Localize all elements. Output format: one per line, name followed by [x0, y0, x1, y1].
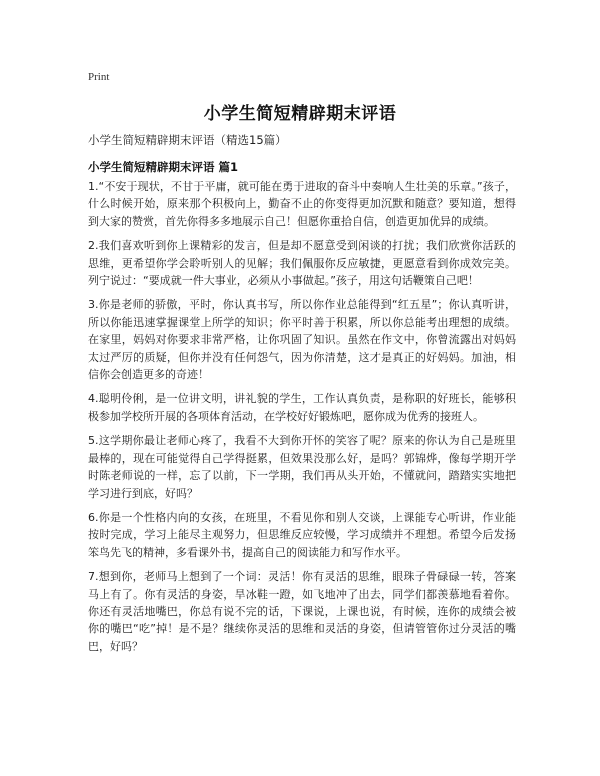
paragraph-7: 7.想到你，老师马上想到了一个词：灵活！你有灵活的思维，眼珠子骨碌碌一转，答案马上有了。你有灵活的身姿，旱冰鞋一蹬，如飞地冲了出去，同学们都羡慕地看着你。你还有灵活地嘴巴，你总有说不完的话，下课说，上课也说，有时候，连你的成绩会被你的嘴巴“吃”掉！是不是？继续你灵活的思维和灵活的身姿，但请管管你过分灵活的嘴巴，好吗？: [88, 570, 516, 653]
document-title: 小学生简短精辟期末评语: [203, 104, 397, 124]
print-label[interactable]: Print: [88, 71, 110, 83]
paragraph-1: 1.“不安于现状，不甘于平庸，就可能在勇于进取的奋斗中奏响人生壮美的乐章。”孩子，什么时候开始，原来那个积极向上，勤奋不止的你变得更加沉默和随意？要知道，想得到大家的赞赏，首先你得多多地展示自己！但愿你重拾自信，创造更加优异的成绩。: [88, 180, 516, 228]
document-subtitle: 小学生简短精辟期末评语（精选15篇）: [88, 133, 287, 147]
paragraph-2: 2.我们喜欢听到你上课精彩的发言，但是却不愿意受到闲谈的打扰；我们欣赏你活跃的思维，更希望你学会聆听别人的见解；我们佩服你反应敏捷，更愿意看到你成效完美。列宁说过：“要成就一件大事业，必须从小事做起。”孩子，用这句话鞭策自己吧！: [88, 239, 516, 288]
paragraph-4: 4.聪明伶俐，是一位讲文明，讲礼貌的学生，工作认真负责，是称职的好班长，能够积极参加学校所开展的各项体育活动，在学校好好锻炼吧，愿你成为优秀的接班人。: [88, 392, 516, 423]
paragraph-3: 3.你是老师的骄傲，平时，你认真书写，所以你作业总能得到“红五星”；你认真听讲，所以你能迅速掌握课堂上所学的知识；你平时善于积累，所以你总能考出理想的成绩。在家里，妈妈对你要求非常严格，让你巩固了知识。虽然在作文中，你曾流露出对妈妈太过严厉的质疑，但你并没有任何怨气，因为你清楚，这才是真正的好妈妈。加油，相信你会创造更多的奇迹！: [88, 298, 516, 382]
body-text: [88, 178, 516, 662]
paragraph-5: 5.这学期你最让老师心疼了，我看不大到你开怀的笑容了呢？原来的你认为自己是班里最棒的，现在可能觉得自己学得挺累，但效果没那么好，是吗？郭锦烨，像每学期开学时陈老师说的一样，忘了以前，下一学期，我们再从头开始，不懂就问，踏踏实实地把学习进行到底，好吗？: [88, 434, 516, 500]
paragraph-6: 6.你是一个性格内向的女孩，在班里，不看见你和别人交谈，上课能专心听讲，作业能按时完成，学习上能尽主观努力，但思维反应较慢，学习成绩并不理想。希望今后发扬笨鸟先飞的精神，多看课外书，提高自己的阅读能力和写作水平。: [88, 510, 516, 559]
section-heading: 小学生简短精辟期末评语 篇1: [88, 160, 239, 174]
